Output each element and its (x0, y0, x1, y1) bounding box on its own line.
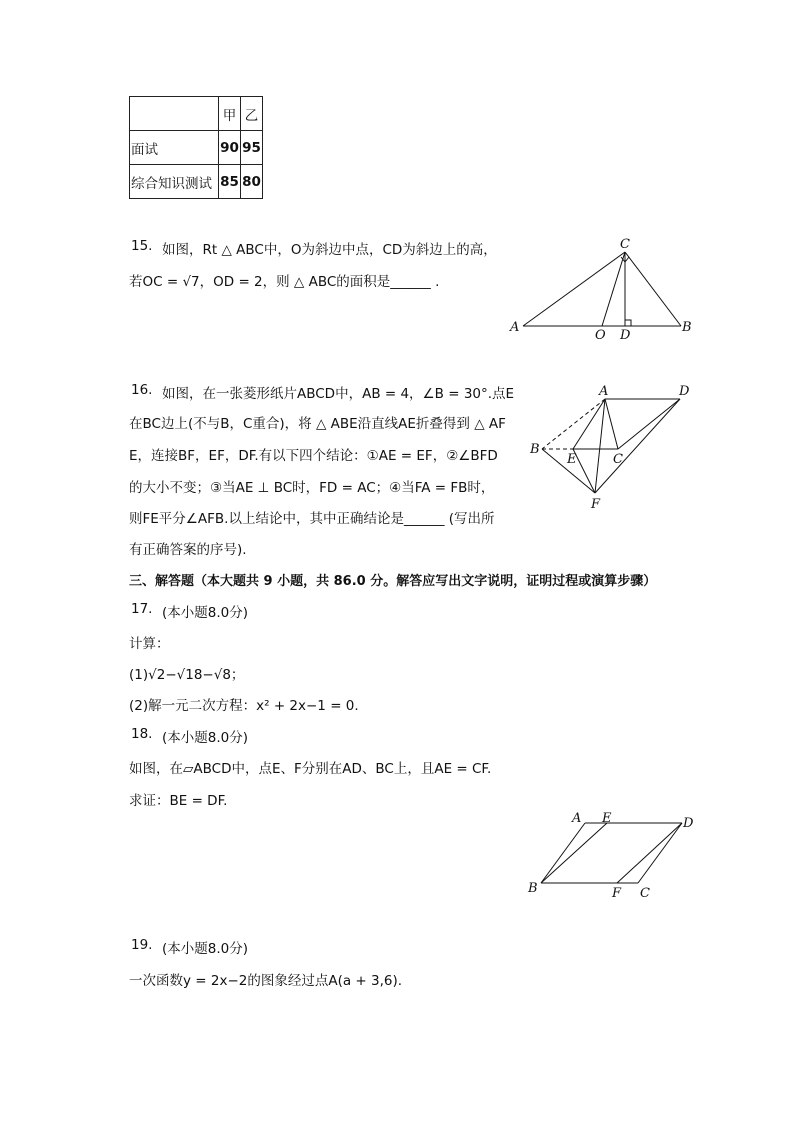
q15-line2: 若OC = √7，OD = 2，则 △ ABC的面积是______ . (129, 274, 440, 290)
table-header-cell: 甲 (219, 97, 241, 131)
fig-label-c: C (620, 237, 630, 252)
fig-line-dc (618, 399, 680, 449)
table-cell: 面试 (130, 131, 219, 165)
fig-label-b: B (528, 881, 538, 896)
fig-line-df (595, 399, 680, 493)
fig-label-o: O (595, 328, 606, 343)
fig-label-c: C (613, 452, 623, 467)
fig-label-e: E (567, 452, 577, 467)
q17-score: (本小题8.0分) (162, 605, 249, 621)
q18-figure (525, 808, 705, 903)
fig-label-b: B (530, 442, 540, 457)
score-table (129, 96, 263, 199)
fig-label-c: C (640, 886, 650, 901)
table-row (130, 97, 263, 131)
q17-prompt: 计算： (129, 636, 170, 652)
fig-line-df (617, 823, 682, 883)
q18-score: (本小题8.0分) (162, 730, 249, 746)
q17-number: 17. (131, 601, 153, 617)
table-cell: 85 (219, 165, 241, 199)
fig-label-a: A (572, 811, 582, 826)
fig-label-a: A (510, 320, 520, 335)
fig-label-a: A (599, 384, 609, 399)
fig-label-d: D (679, 384, 690, 399)
q16-line5: 则FE平分∠AFB.以上结论中，其中正确结论是______ (写出所 (129, 511, 495, 527)
q16-line4: 的大小不变；③当AE ⊥ BC时，FD = AC；④当FA = FB时， (129, 480, 495, 496)
fig-line-oc (602, 252, 625, 326)
table-cell: 90 (219, 131, 241, 165)
q16-line2: 在BC边上(不与B，C重合)，将 △ ABE沿直线AE折叠得到 △ AF (129, 416, 506, 432)
table-cell: 综合知识测试 (130, 165, 219, 199)
fig-label-d: D (620, 328, 631, 343)
table-row (130, 131, 263, 165)
q18-line1: 如图，在▱ABCD中，点E、F分别在AD、BC上，且AE = CF. (129, 761, 492, 777)
table-header-cell: 乙 (241, 97, 263, 131)
q16-line6: 有正确答案的序号). (129, 542, 247, 558)
q16-line1: 如图，在一张菱形纸片ABCD中，AB = 4，∠B = 30°.点E (162, 386, 515, 402)
q16-line3: E，连接BF，EF，DF.有以下四个结论：①AE = EF，②∠BFD (129, 448, 498, 464)
fig-label-d: D (683, 816, 694, 831)
q18-line2: 求证：BE = DF. (129, 793, 228, 809)
q17-part1: (1)√2−√18−√8； (129, 667, 245, 683)
fig-label-e: E (602, 811, 612, 826)
fig-line-ab-dashed (542, 399, 605, 449)
fig-label-f: F (591, 497, 601, 512)
q19-line1: 一次函数y = 2x−2的图象经过点A(a + 3,6). (129, 973, 403, 989)
table-cell: 95 (241, 131, 263, 165)
q15-number: 15. (131, 238, 153, 254)
q19-number: 19. (131, 937, 153, 953)
fig-label-f: F (612, 886, 622, 901)
fig-label-b: B (682, 320, 692, 335)
q15-line1: 如图，Rt △ ABC中，O为斜边中点，CD为斜边上的高， (162, 242, 497, 258)
table-cell: 80 (241, 165, 263, 199)
q15-figure (505, 234, 705, 344)
fig-line-ac (605, 399, 618, 449)
right-angle-mark (625, 320, 631, 326)
fig-line-dc (638, 823, 682, 883)
section-heading: 三、解答题（本大题共 9 小题，共 86.0 分。解答应写出文字说明，证明过程或演算步骤） (129, 574, 657, 589)
table-row (130, 165, 263, 199)
q18-number: 18. (131, 726, 153, 742)
fig-line-bc (625, 252, 681, 326)
q19-score: (本小题8.0分) (162, 941, 249, 957)
q17-part2: (2)解一元二次方程：x² + 2x−1 = 0. (129, 698, 359, 714)
q16-figure (525, 380, 705, 515)
fig-line-ba (541, 823, 585, 883)
q16-number: 16. (131, 382, 153, 398)
fig-line-be (541, 823, 607, 883)
fig-line-ac (523, 252, 625, 326)
table-cell (130, 97, 219, 131)
